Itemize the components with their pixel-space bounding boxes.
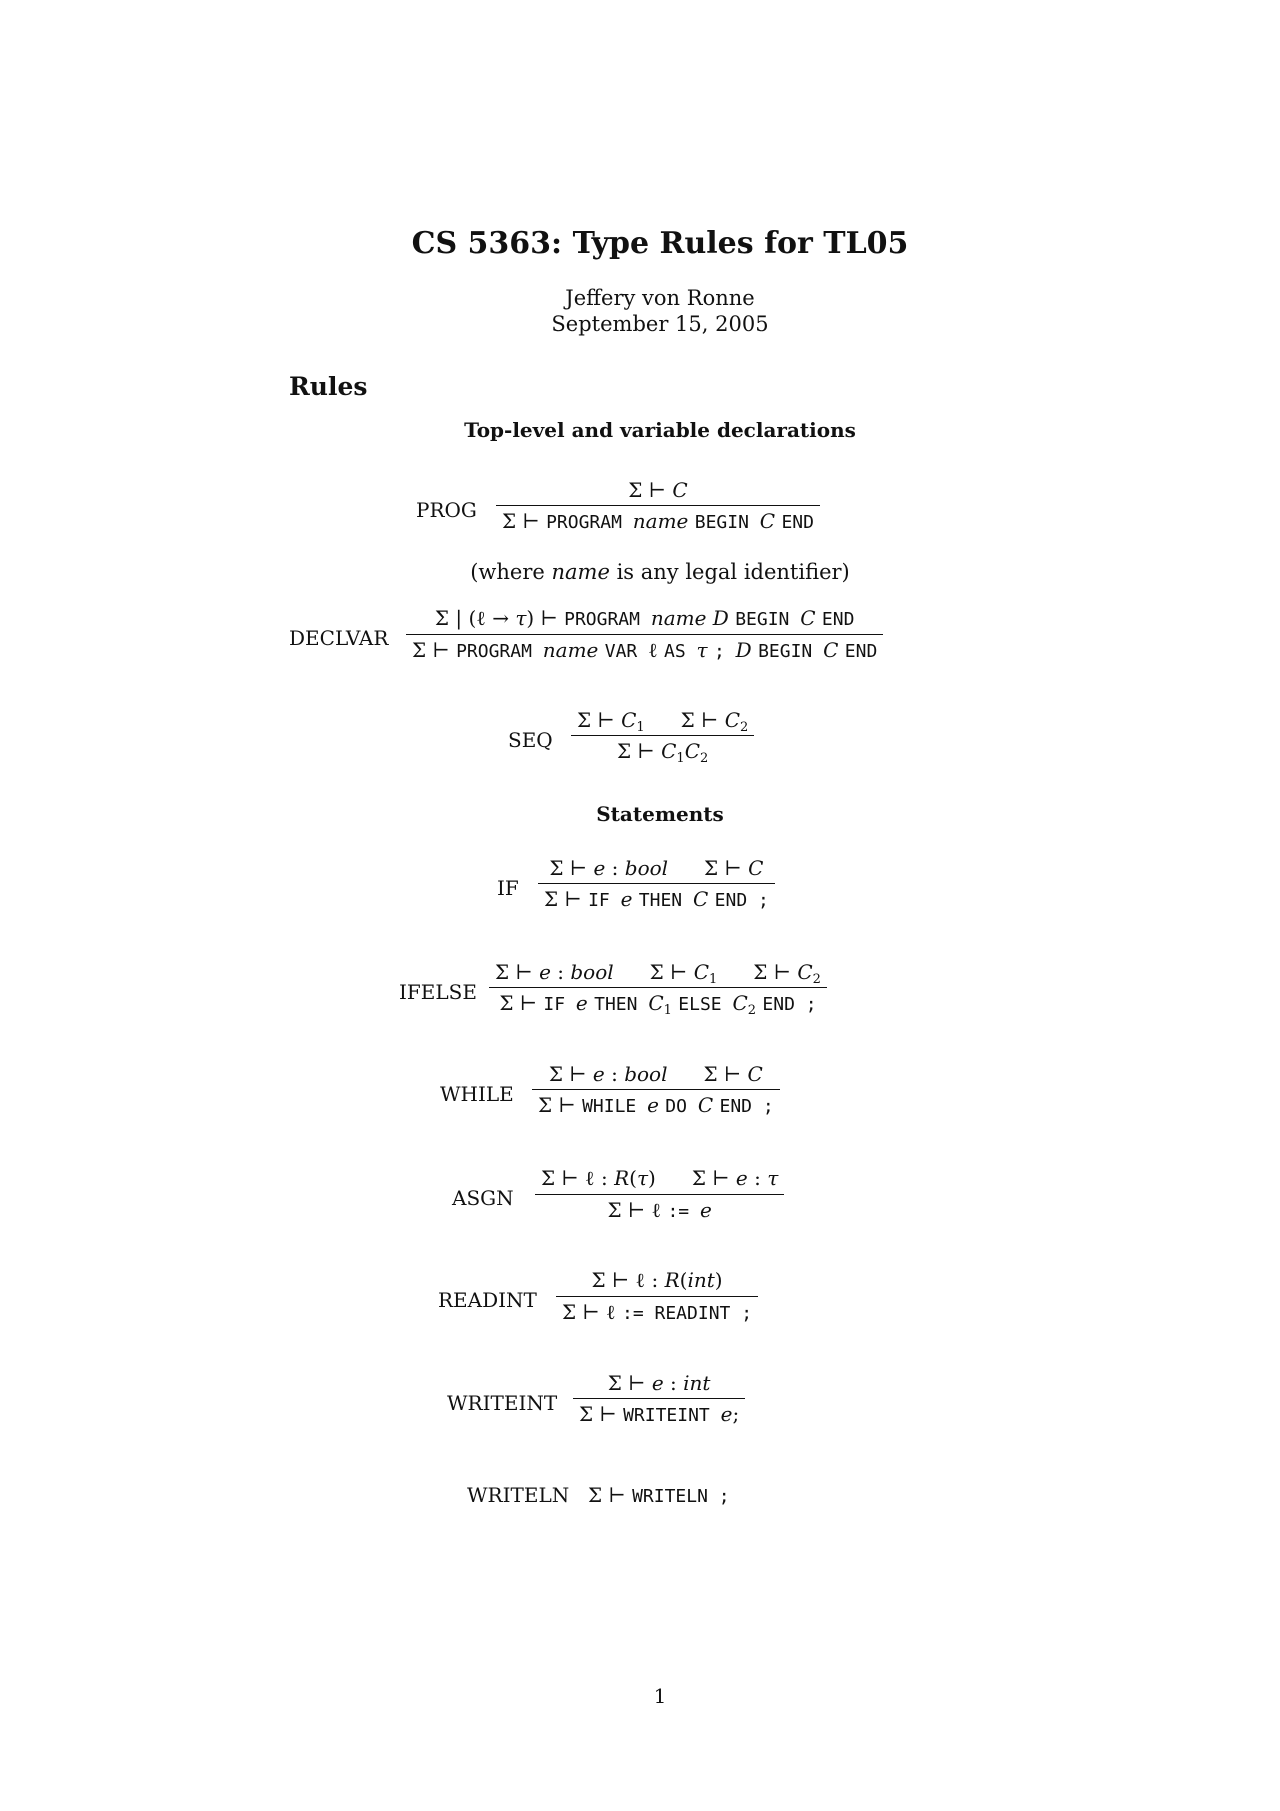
rule-name-writeln: WRITELN [467,1483,570,1507]
rule-conclusion [489,988,827,1018]
formula-segment: C [797,960,813,984]
formula-segment: IF [543,994,576,1015]
formula-segment: C [684,739,700,763]
formula-segment: e [593,856,606,880]
formula-segment: Σ | ( [434,606,477,630]
formula-segment: := [667,1201,700,1222]
formula-segment: END ; [714,890,769,911]
formula-segment: END ; [762,994,817,1015]
rule-conclusion [496,506,820,533]
note-suffix: is any legal identifier) [609,560,850,584]
formula-segment: R [664,1268,680,1292]
premise [495,960,614,984]
formula-segment: ( [679,1268,688,1292]
formula-segment: ; [732,1402,740,1426]
formula-segment: int [683,1371,711,1395]
formula-segment: ELSE [678,994,733,1015]
formula-segment: Σ ⊢ [607,1371,652,1395]
formula-segment: Σ ⊢ [617,739,662,763]
formula-segment: Σ ⊢ [704,856,749,880]
formula-segment: ) [714,1268,723,1292]
premise [549,1062,668,1086]
formula-segment: Σ ⊢ [577,708,622,732]
formula-segment: : [550,960,571,984]
formula-segment: END [844,641,878,662]
subscript: 2 [812,972,821,987]
formula-segment: ( [629,1166,637,1190]
formula-segment: : [747,1166,768,1190]
formula-segment: THEN [594,994,649,1015]
formula-segment: Σ ⊢ [579,1402,624,1426]
formula-segment: e [539,960,551,984]
rule-name-writeint: WRITEINT [447,1391,558,1415]
formula-segment: C [697,1093,720,1117]
formula-segment: e [720,1402,733,1426]
rule-name-while: WHILE [440,1082,514,1106]
rule-name-prog: PROG [416,498,477,522]
formula-segment: C [693,960,710,984]
rule-writeint [573,1371,745,1426]
formula-segment: Σ ⊢ [499,991,544,1015]
formula-segment: END [781,512,814,533]
formula-segment: : [663,1371,684,1395]
formula-segment: C [747,1062,763,1086]
formula-segment: e [735,1166,748,1190]
subscript: 1 [663,1003,672,1018]
note-name: name [551,560,610,584]
toplevel-heading: Top-level and variable declarations [464,418,856,442]
rule-conclusion [573,1399,745,1426]
formula-segment: : [605,856,625,880]
formula-segment: τ [515,606,527,630]
formula-segment: e [575,991,595,1015]
subscript: 2 [740,720,749,735]
formula-segment: Σ ⊢ [548,1062,593,1086]
rule-conclusion [556,1297,758,1325]
premise [541,1166,656,1190]
premise [628,478,687,502]
formula-segment: C [724,708,741,732]
formula-segment: BEGIN [694,512,760,533]
formula-segment: PROGRAM [546,512,633,533]
formula-segment: ; [713,641,736,662]
rule-declvar [406,606,883,663]
subscript: 1 [676,751,685,766]
formula-segment: C [800,606,822,630]
formula-segment: END ; [719,1096,774,1117]
formula-segment: ℓ [648,638,665,662]
rule-seq [571,708,754,766]
rule-if [538,856,775,911]
rule-name-seq: SEQ [508,728,553,752]
formula-segment: ) [648,1166,656,1190]
formula-segment: END [821,609,855,630]
formula-segment: name [650,606,713,630]
formula-segment: C [732,991,748,1015]
formula-segment: int [687,1268,715,1292]
rule-conclusion [538,884,775,911]
formula-segment: PROGRAM [564,609,651,630]
formula-segment: C [621,708,637,732]
formula-segment: name [632,509,695,533]
rule-premises [556,1268,758,1296]
formula-segment: Σ ⊢ [502,509,547,533]
premise [703,1062,762,1086]
formula-segment: C [648,991,664,1015]
formula-segment: C [672,478,688,502]
rule-ifelse [489,960,827,1018]
formula-segment: Σ ⊢ ℓ [562,1300,622,1324]
rule-conclusion [571,736,754,766]
formula-segment: → [485,606,516,630]
formula-segment: Σ ⊢ [628,478,673,502]
subscript: 2 [747,1003,757,1018]
formula-segment: ) ⊢ [526,606,565,630]
formula-segment: := READINT ; [622,1303,753,1324]
subscript: 1 [709,972,718,987]
formula-segment: e [699,1198,712,1222]
rule-conclusion [535,1195,784,1223]
formula-segment: R [614,1166,630,1190]
formula-segment: Σ ⊢ [412,638,457,662]
rule-premises [532,1062,780,1089]
identifier-note [0,560,1280,584]
formula-segment: τ [636,1166,649,1190]
premise [704,856,763,880]
formula-segment: C [823,638,845,662]
formula-segment: C [661,739,677,763]
note-prefix: (where [470,560,552,584]
formula-segment: D [735,638,759,662]
formula-segment: Σ ⊢ ℓ : [541,1166,615,1190]
formula-segment: Σ ⊢ [495,960,540,984]
statements-heading: Statements [596,802,724,826]
premise [591,1268,722,1292]
rule-premises [538,856,775,883]
rule-name-readint: READINT [438,1288,537,1312]
formula-segment: τ [767,1166,779,1190]
subscript: 1 [636,720,645,735]
date: September 15, 2005 [551,312,769,336]
rules-heading: Rules [289,372,368,401]
rule-prog [496,478,820,533]
formula-segment: AS [664,641,697,662]
rule-name-if: IF [497,876,519,900]
premise [549,856,668,880]
rule-writeln [588,1483,730,1507]
formula-segment: BEGIN [735,609,801,630]
premise [649,960,718,987]
premise [692,1166,778,1190]
rule-name-ifelse: IFELSE [399,980,477,1004]
formula-segment: Σ ⊢ [680,708,725,732]
formula-segment: Σ ⊢ ℓ [607,1198,668,1222]
formula-segment: bool [624,1062,668,1086]
formula-segment: name [542,638,605,662]
formula-segment: VAR [604,641,649,662]
formula-segment: Σ ⊢ [703,1062,748,1086]
formula-segment: e [592,1062,605,1086]
formula-segment: e [620,887,639,911]
rule-readint [556,1268,758,1325]
premise [680,708,749,735]
subscript: 2 [700,751,709,766]
premise [577,708,645,735]
formula-segment: PROGRAM [456,641,543,662]
formula-segment: C [692,887,715,911]
rule-premises [571,708,754,735]
paper-title: CS 5363: Type Rules for TL05 [411,226,909,261]
rule-conclusion [588,1483,730,1507]
formula-segment: bool [624,856,669,880]
rule-name-declvar: DECLVAR [289,626,389,650]
page-number: 1 [653,1684,667,1708]
rule-name-asgn: ASGN [452,1186,514,1210]
formula-segment: C [759,509,782,533]
rule-while [532,1062,780,1117]
formula-segment: BEGIN [758,641,824,662]
formula-segment: ℓ [476,606,486,630]
formula-segment: WRITELN ; [632,1486,730,1507]
formula-segment: Σ ⊢ [649,960,694,984]
formula-segment: D [712,606,736,630]
formula-segment: WHILE [582,1096,648,1117]
formula-segment: Σ ⊢ [549,856,594,880]
premise [608,1371,711,1395]
rule-conclusion [532,1090,780,1117]
rule-premises [573,1371,745,1398]
formula-segment: Σ ⊢ ℓ : [591,1268,665,1292]
premise [753,960,821,987]
formula-segment: C [748,856,764,880]
formula-segment: DO [665,1096,698,1117]
rule-asgn [535,1166,784,1223]
formula-segment: THEN [638,890,693,911]
rule-premises [535,1166,784,1194]
formula-segment: : [604,1062,625,1086]
formula-segment: bool [570,960,614,984]
premise [435,606,855,630]
rule-premises [406,606,883,634]
formula-segment: Σ ⊢ [753,960,798,984]
rule-premises [496,478,820,505]
formula-segment: Σ ⊢ [538,1093,583,1117]
formula-segment: τ [696,638,714,662]
formula-segment: e [651,1371,664,1395]
rule-premises [489,960,827,987]
formula-segment: e [647,1093,666,1117]
formula-segment: WRITEINT [623,1405,721,1426]
rule-conclusion [406,635,883,663]
formula-segment: IF [588,890,621,911]
formula-segment: Σ ⊢ [544,887,589,911]
author: Jeffery von Ronne [565,286,755,310]
formula-segment: Σ ⊢ [691,1166,736,1190]
formula-segment: Σ ⊢ [588,1483,633,1507]
